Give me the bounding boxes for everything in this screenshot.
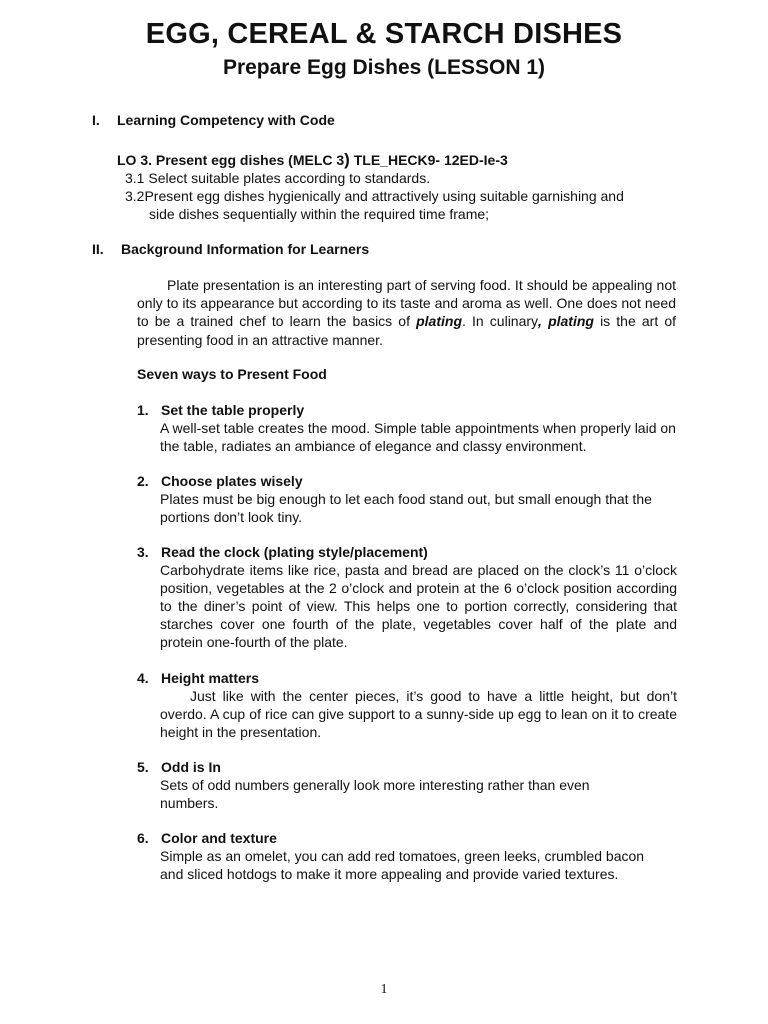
list-item — [137, 829, 677, 883]
list-item-title — [137, 758, 677, 776]
list-item-body: Sets of odd numbers generally look more interesting rather than even numbers. — [160, 777, 590, 812]
list-item — [137, 401, 677, 455]
list-item-title — [137, 543, 677, 561]
intro-text: Plate presentation is an interesting part of serving food. It should be appealing not only to its appearance but according to its taste and aroma as well. One does not need to be a trained chef to learn the basics of — [137, 277, 676, 330]
list-item-number: 1. — [137, 402, 149, 418]
list-item-title-text: Height matters — [161, 670, 260, 686]
list-item-title — [137, 472, 677, 490]
learning-outcome-paren: ) — [344, 150, 350, 169]
list-item — [137, 543, 677, 651]
comma-emphasis: , — [538, 313, 542, 330]
document-title: EGG, CEREAL & STARCH DISHES — [145, 18, 623, 50]
learning-outcome — [117, 150, 508, 170]
list-item-title-text: Choose plates wisely — [161, 473, 303, 489]
list-item-body: Just like with the center pieces, it’s good to have a little height, but don’t overdo. A cup of rice can give support to a sunny-side up egg to lean on it to create height in the presentation. — [160, 688, 677, 741]
lesson-subtitle: Prepare Egg Dishes (LESSON 1) — [222, 56, 546, 79]
intro-text: . In culinary — [462, 313, 539, 330]
list-item-title-text: Odd is In — [161, 759, 221, 775]
section-1-heading — [92, 112, 335, 128]
list-item-title — [137, 669, 677, 687]
section-2-title: Background Information for Learners — [121, 241, 370, 257]
list-item-body: Carbohydrate items like rice, pasta and bread are placed on the clock’s 11 o’clock position, vegetables at the 2 o’clock and protein at the 6 o’clock position according to the diner’s point of view. This helps one to portion correctly, considering that starches cover one fourth of the plate, vegetables cover half of the plate and protein one-fourth of the plate. — [160, 562, 677, 651]
list-item-title — [137, 401, 677, 419]
objective-text: Select suitable plates according to standards. — [148, 170, 431, 186]
list-item — [137, 669, 677, 741]
list-item — [137, 472, 677, 526]
intro-paragraph — [137, 276, 676, 349]
learning-outcome-text: LO 3. Present egg dishes (MELC 3 — [117, 152, 345, 168]
list-item-number: 6. — [137, 830, 149, 846]
objective-3-2-continued: side dishes sequentially within the required time frame; — [149, 206, 490, 222]
section-1-number: I. — [92, 112, 100, 128]
list-item-title — [137, 829, 677, 847]
objective-3-1 — [125, 169, 430, 187]
section-2-heading — [92, 241, 369, 257]
list-item — [137, 758, 677, 812]
list-item-title-text: Read the clock (plating style/placement) — [161, 544, 428, 560]
list-item-body: A well-set table creates the mood. Simple table appointments when properly laid on the table, radiates an ambiance of elegance and classy environment. — [160, 420, 676, 455]
plating-emphasis: plating — [548, 313, 594, 330]
intro-text: is the art of presenting food in an attractive manner. — [137, 313, 677, 348]
list-item-number: 5. — [137, 759, 149, 775]
objective-text: Present egg dishes hygienically and attractively using suitable garnishing and — [144, 188, 624, 204]
list-item-body: Plates must be big enough to let each food stand out, but small enough that the portions don’t look tiny. — [160, 491, 652, 526]
page-number: 1 — [380, 982, 388, 997]
list-item-body: Simple as an omelet, you can add red tomatoes, green leeks, crumbled bacon and sliced hotdogs to make it more appealing and provide varied textures. — [160, 848, 645, 883]
objective-3-2 — [125, 187, 624, 205]
list-item-title-text: Color and texture — [161, 830, 277, 846]
objective-number: 3.2 — [125, 188, 145, 204]
objective-number: 3.1 — [125, 170, 145, 186]
list-item-number: 3. — [137, 544, 149, 560]
list-item-number: 2. — [137, 473, 149, 489]
plating-emphasis: plating — [416, 313, 462, 330]
list-item-title-text: Set the table properly — [161, 402, 305, 418]
section-1-title: Learning Competency with Code — [117, 112, 335, 128]
list-item-number: 4. — [137, 670, 149, 686]
learning-outcome-code: TLE_HECK9- 12ED-Ie-3 — [349, 152, 508, 168]
section-2-number: II. — [92, 241, 104, 257]
seven-ways-heading: Seven ways to Present Food — [137, 366, 327, 382]
